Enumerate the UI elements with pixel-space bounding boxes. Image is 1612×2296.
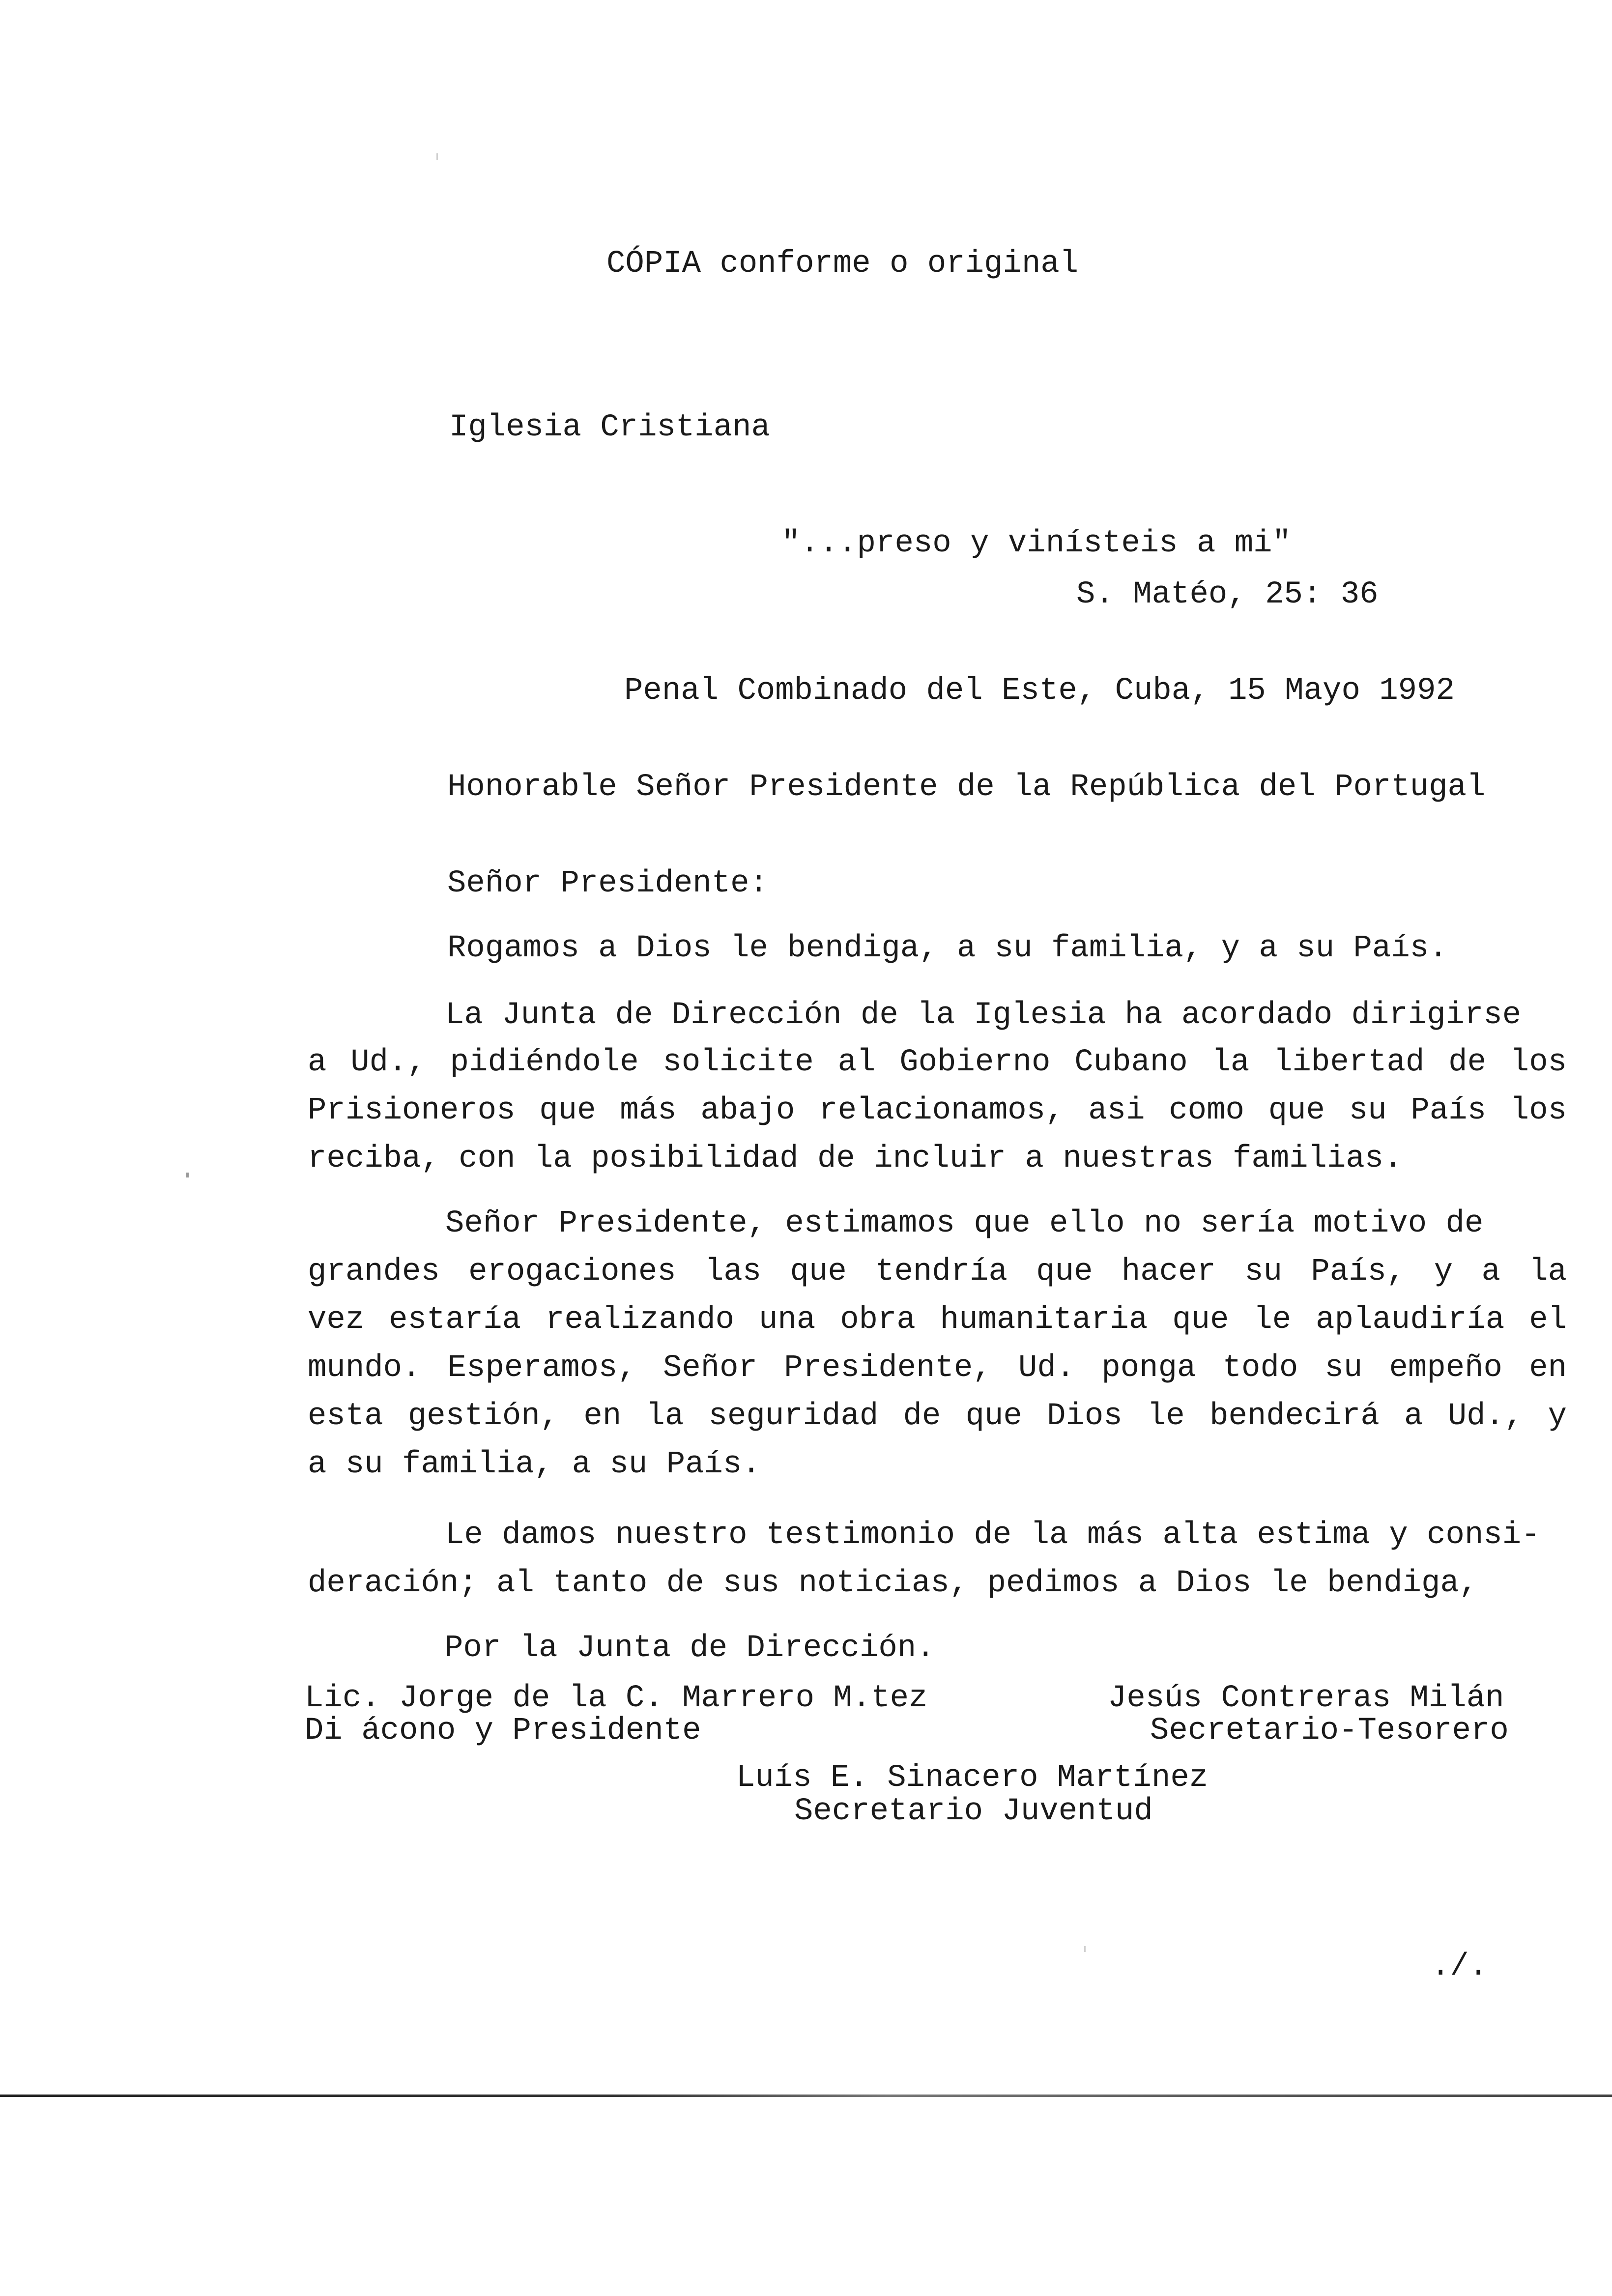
copy-header: CÓPIA conforme o original (606, 246, 1079, 282)
signatory-title: Secretario Juventud (794, 1794, 1153, 1829)
paragraph-line: Prisioneros que más abajo relacionamos, asi como que su País los (308, 1093, 1567, 1128)
epigraph-citation: S. Matéo, 25: 36 (1076, 577, 1379, 612)
closing: Por la Junta de Dirección. (444, 1631, 935, 1666)
signatory-title: Di ácono y Presidente (305, 1713, 701, 1749)
paragraph-line: a su familia, a su País. (308, 1447, 761, 1482)
paragraph-line: grandes erogaciones las que tendría que hacer su País, y a la (308, 1254, 1567, 1290)
paragraph-first-line: Le damos nuestro testimonio de la más alta estima y consi- (445, 1518, 1540, 1553)
paragraph-line: esta gestión, en la seguridad de que Dios le bendecirá a Ud., y (308, 1399, 1567, 1434)
paragraph-line: mundo. Esperamos, Señor Presidente, Ud. ponga todo su empeño en (308, 1350, 1567, 1386)
recipient: Honorable Señor Presidente de la República del Portugal (447, 770, 1486, 805)
paragraph-line: deración; al tanto de sus noticias, pedimos a Dios le bendiga, (308, 1566, 1478, 1601)
continuation-mark: ./. (1431, 1949, 1488, 1984)
epigraph-quote: "...preso y vinísteis a mi" (781, 526, 1291, 561)
blessing: Rogamos a Dios le bendiga, a su familia, y a su País. (447, 931, 1448, 966)
organization-name: Iglesia Cristiana (449, 410, 770, 445)
paragraph-line: reciba, con la posibilidad de incluir a nuestras familias. (308, 1141, 1403, 1177)
place-date: Penal Combinado del Este, Cuba, 15 Mayo 1992 (624, 673, 1455, 709)
page-bottom-rule (0, 2095, 1612, 2097)
paragraph-line: vez estaría realizando una obra humanitaria que le aplaudiría el (308, 1302, 1567, 1338)
signatory-name: Jesús Contreras Milán (1108, 1681, 1504, 1716)
scan-speck (1084, 1946, 1086, 1952)
scan-speck (186, 1173, 189, 1177)
signatory-name: Luís E. Sinacero Martínez (736, 1760, 1209, 1796)
paragraph-first-line: La Junta de Dirección de la Iglesia ha acordado dirigirse (445, 998, 1522, 1033)
signatory-title: Secretario-Tesorero (1150, 1713, 1509, 1749)
scan-speck (436, 153, 438, 160)
salutation: Señor Presidente: (447, 866, 768, 901)
signatory-name: Lic. Jorge de la C. Marrero M.tez (305, 1681, 928, 1716)
paragraph-first-line: Señor Presidente, estimamos que ello no sería motivo de (445, 1206, 1484, 1241)
paragraph-line: a Ud., pidiéndole solicite al Gobierno Cubano la libertad de los (308, 1045, 1567, 1080)
